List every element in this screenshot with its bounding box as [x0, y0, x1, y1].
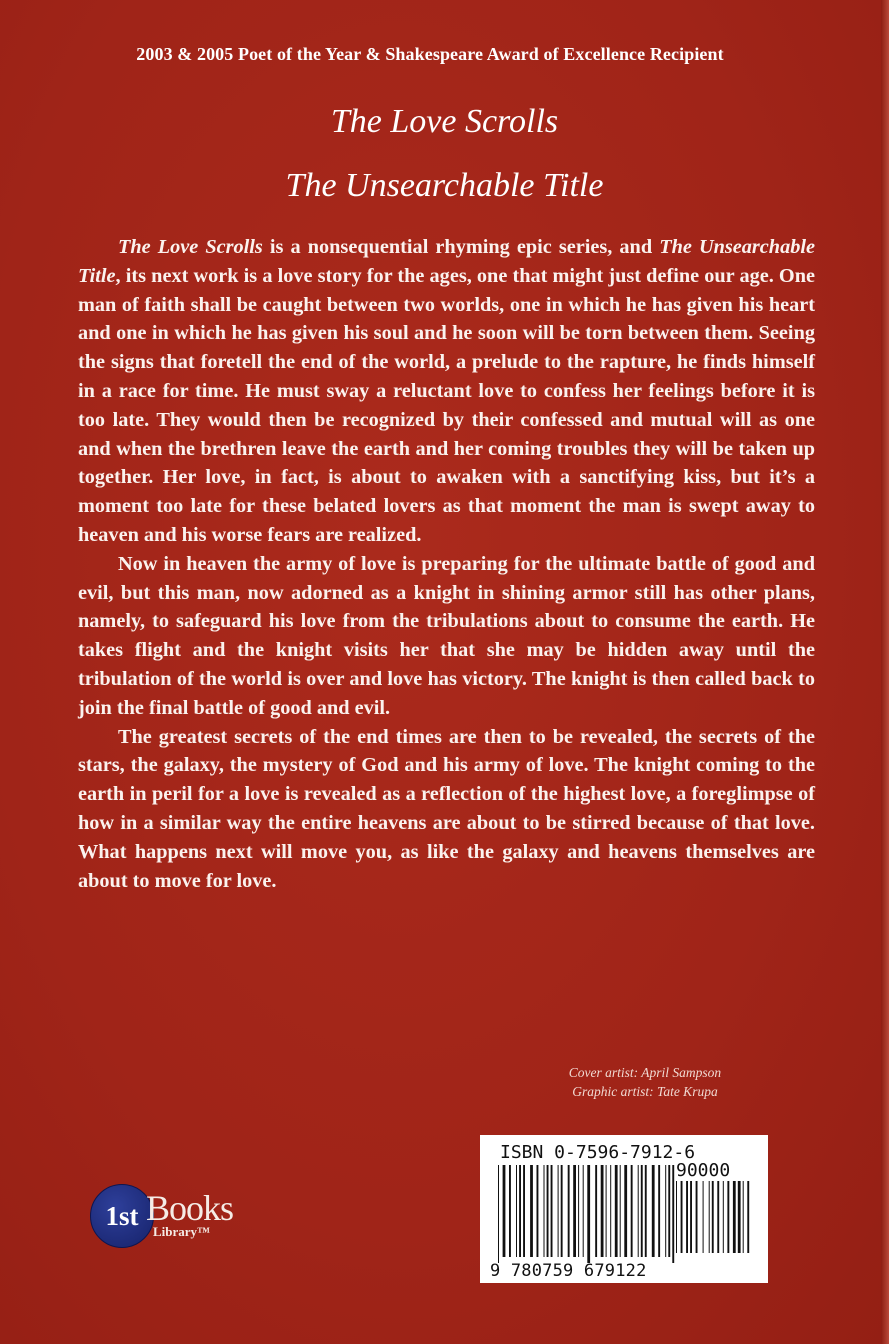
barcode-bar [516, 1165, 517, 1257]
blurb-text: is a nonsequential rhyming epic series, and [262, 236, 660, 258]
graphic-artist-credit: Graphic artist: Tate Krupa [572, 1084, 718, 1099]
cover-artist-credit: Cover artist: April Sampson [568, 1065, 722, 1080]
barcode-bar [727, 1181, 729, 1253]
barcode-bar [558, 1165, 559, 1257]
barcode-bar [615, 1165, 618, 1257]
barcode-bar [624, 1165, 627, 1257]
barcode-bar [610, 1165, 611, 1257]
barcode-bar [690, 1181, 692, 1253]
barcode-bar [503, 1165, 506, 1257]
book-title: The Unsearchable Title [285, 167, 604, 204]
barcode-bar [733, 1181, 736, 1253]
addon-barcode [676, 1181, 752, 1259]
barcode-bar [723, 1181, 724, 1253]
barcode-panel [480, 1135, 768, 1283]
barcode-bar [547, 1165, 549, 1257]
barcode-bar [676, 1181, 677, 1253]
barcode-bar [652, 1165, 655, 1257]
barcode-bar [686, 1181, 688, 1253]
barcode-bar [638, 1165, 639, 1257]
ean-barcode [498, 1165, 676, 1263]
blurb-text: , its next work is a love story for the ages, one that might just define our age. One man of faith shall be caught between two worlds, one in which he has given his heart and one in which he has given his soul and he soon will be torn between them. Seeing the signs that foretell the end of the world, a prelude to the rapture, he finds himself in a race for time. He must sway a reluctant love to confess her feelings before it is too late. They would then be recognized by their confessed and mutual will as one and when the brethren leave the earth and her coming troubles they will be taken up together. Her love, in fact, is about to awaken with a sanctifying kiss, but it’s a moment too late for these belated lovers as that moment the man is swept away to heaven and his worse fears are realized. [78, 264, 815, 546]
credits [540, 1063, 750, 1101]
barcode-bar [703, 1181, 704, 1253]
logo-word: Books [146, 1188, 234, 1228]
barcode-bar [595, 1165, 597, 1257]
logo-badge [90, 1184, 154, 1248]
barcode-bar [519, 1165, 521, 1257]
barcode-bar [668, 1165, 670, 1257]
barcode-bar [578, 1165, 579, 1257]
barcode-bar [573, 1165, 576, 1257]
barcode-bar [561, 1165, 563, 1257]
barcode-bar [583, 1165, 584, 1257]
barcode-bar [641, 1165, 643, 1257]
barcode-bar [544, 1165, 545, 1257]
blurb-paragraph-2: Now in heaven the army of love is preparing for the ultimate battle of good and evil, but this man, now adorned as a knight in shining armor still has other plans, namely, to safeguard his love from the tribulations about to consume the earth. He takes flight and the knight visits her that she may be hidden away until the tribulation of the world is over and love has victory. The knight is then called back to join the final battle of good and evil. [78, 552, 815, 719]
barcode-bar [717, 1181, 719, 1253]
barcode-bar [672, 1165, 674, 1263]
barcode-bar [509, 1165, 511, 1257]
barcode-bar [523, 1165, 525, 1257]
barcode-bar [568, 1165, 570, 1257]
barcode-bar [645, 1165, 647, 1257]
barcode-bar [681, 1181, 683, 1253]
blurb-paragraph-1 [78, 233, 815, 550]
barcode-bar [712, 1181, 714, 1253]
barcode-bar [537, 1165, 539, 1257]
book-name-italic: The Unsearchable Title [78, 236, 816, 287]
barcode-bar [587, 1165, 590, 1263]
barcode-bar [738, 1181, 741, 1253]
series-name-italic: The Love Scrolls [118, 236, 263, 258]
barcode-bar [601, 1165, 604, 1257]
barcode-bar [620, 1165, 621, 1257]
barcode-bar [709, 1181, 710, 1253]
barcode-bar [747, 1181, 749, 1253]
publisher-logo [86, 1180, 256, 1250]
award-line: 2003 & 2005 Poet of the Year & Shakespeare Award of Excellence Recipient [136, 44, 724, 64]
barcode-bar [631, 1165, 633, 1257]
logo-mark: 1st [105, 1200, 139, 1231]
isbn-label: ISBN 0-7596-7912-6 [500, 1142, 696, 1163]
barcode-bar [551, 1165, 553, 1257]
barcode-bar [606, 1165, 607, 1257]
blurb-paragraph-3: The greatest secrets of the end times are then to be revealed, the secrets of the stars, the galaxy, the mystery of God and his army of love. The knight coming to the earth in peril for a love is revealed as a reflection of the highest love, a foreglimpse of how in a similar way the entire heavens are about to be stirred because of that love. What happens next will move you, as like the galaxy and heavens themselves are about to move for love. [78, 725, 815, 892]
ean-number: 9 780759 679122 [490, 1261, 647, 1281]
barcode-bar [658, 1165, 660, 1257]
barcode-bar [530, 1165, 533, 1257]
series-title: The Love Scrolls [330, 103, 559, 140]
addon-number: 90000 [676, 1160, 731, 1181]
blurb [78, 233, 815, 895]
barcode-bar [498, 1165, 499, 1263]
barcode-bar [665, 1165, 666, 1257]
logo-sub: Library™ [153, 1224, 211, 1239]
barcode-bar [743, 1181, 744, 1253]
barcode-bar [696, 1181, 698, 1253]
